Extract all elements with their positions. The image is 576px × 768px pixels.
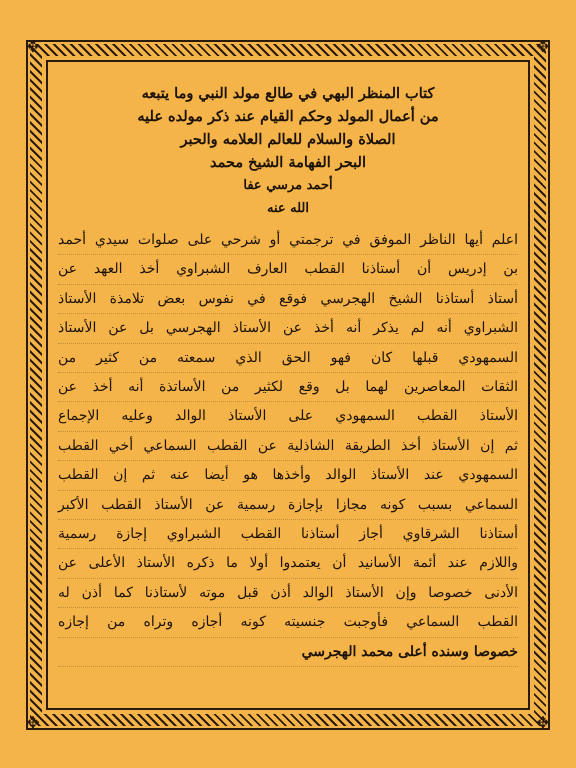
text-line: أستاذ أستاذنا الشيخ الهجرسي فوقع في نفوس بعض تلامذة الأستاذ bbox=[58, 285, 518, 314]
text-line: بن إدريس أن أستاذنا القطب العارف الشبراوي أخذ العهد عن bbox=[58, 255, 518, 284]
title-line: كتاب المنظر البهي في طالع مولد النبي وما يتبعه bbox=[141, 85, 435, 102]
title-line: البحر الفهامة الشيخ محمد bbox=[210, 154, 366, 171]
text-line: الأستاذ القطب السمهودي على الأستاذ الوالد وعليه الإجماع bbox=[58, 402, 518, 431]
text-line: أستاذنا الشرقاوي أجاز أستاذنا القطب الشبراوي إجازة رسمية bbox=[58, 520, 518, 549]
ornament-icon: ✥ bbox=[536, 37, 550, 56]
ornament-icon: ✥ bbox=[26, 37, 40, 56]
body-text bbox=[58, 226, 518, 667]
text-line: ثم إن الأستاذ أخذ الطريقة الشاذلية عن القطب السماعي أخي القطب bbox=[58, 432, 518, 461]
title-line: أحمد مرسي عفا bbox=[243, 178, 333, 193]
text-line: السماعي بسبب كونه مجازا بإجازة رسمية عن الأستاذ القطب الأكبر bbox=[58, 491, 518, 520]
text-line: الشبراوي أنه لم يذكر أنه أخذ عن الأستاذ الهجرسي بل عن الأستاذ bbox=[58, 314, 518, 343]
title-line: الله عنه bbox=[266, 201, 310, 216]
text-line: الأدنى خصوصا وإن الأستاذ الوالد أذن قبل موته لأستاذنا كما أذن له bbox=[58, 579, 518, 608]
text-line: اعلم أيها الناظر الموفق في ترجمتي أو شرحي على صلوات سيدي أحمد bbox=[58, 226, 518, 255]
ornament-icon: ✥ bbox=[536, 713, 550, 732]
title-line: من أعمال المولد وحكم القيام عند ذكر مولده عليه bbox=[137, 108, 439, 125]
title-line: الصلاة والسلام للعالم العلامه والحبر bbox=[180, 131, 396, 148]
book-title bbox=[58, 82, 518, 220]
text-line: السمهودي قبلها كان فهو الحق الذي سمعته من كثير من bbox=[58, 344, 518, 373]
text-line: الثقات المعاصرين لهما بل وقع لكثير من الأساتذة أنه أخذ عن bbox=[58, 373, 518, 402]
text-line: السمهودي عند الأستاذ الوالد وأخذها هو أيضا عنه ثم إن القطب bbox=[58, 461, 518, 490]
page-content bbox=[58, 82, 518, 682]
text-line: واللازم عند أئمة الأسانيد أن يعتمدوا أولا ما ذكره الأستاذ الأعلى عن bbox=[58, 549, 518, 578]
ornament-icon: ✥ bbox=[26, 713, 40, 732]
text-line: خصوصا وسنده أعلى محمد الهجرسي bbox=[58, 638, 518, 667]
text-line: القطب السماعي فأوجبت جنسيته كونه أجازه وتراه من إجازه bbox=[58, 608, 518, 637]
